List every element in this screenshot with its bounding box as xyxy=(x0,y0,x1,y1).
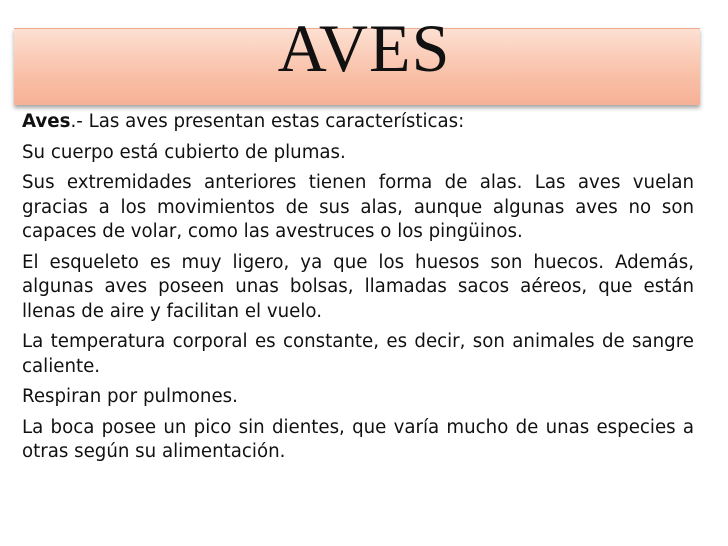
paragraph-beak: La boca posee un pico sin dientes, que varía mucho de unas especies a otras según su alimentación. xyxy=(22,416,694,462)
slide-title: AVES xyxy=(277,10,451,86)
paragraph-feathers: Su cuerpo está cubierto de plumas. xyxy=(22,141,346,163)
paragraph-wings: Sus extremidades anteriores tienen forma de alas. Las aves vuelan gracias a los movimientos de sus alas, aunque algunas aves no son capaces de volar, como las avestruces o los pingüinos. xyxy=(22,172,694,242)
paragraph-skeleton: El esqueleto es muy ligero, ya que los huesos son huecos. Además, algunas aves poseen unas bolsas, llamadas sacos aéreos, que están llenas de aire y facilitan el vuelo. xyxy=(22,251,694,322)
intro-term: Aves xyxy=(22,111,71,132)
intro-paragraph xyxy=(22,110,694,135)
slide-body xyxy=(22,110,694,471)
paragraph-breathing: Respiran por pulmones. xyxy=(22,386,238,407)
paragraph-temperature: La temperatura corporal es constante, es decir, son animales de sangre caliente. xyxy=(22,331,694,377)
intro-text: .- Las aves presentan estas características: xyxy=(70,111,465,132)
